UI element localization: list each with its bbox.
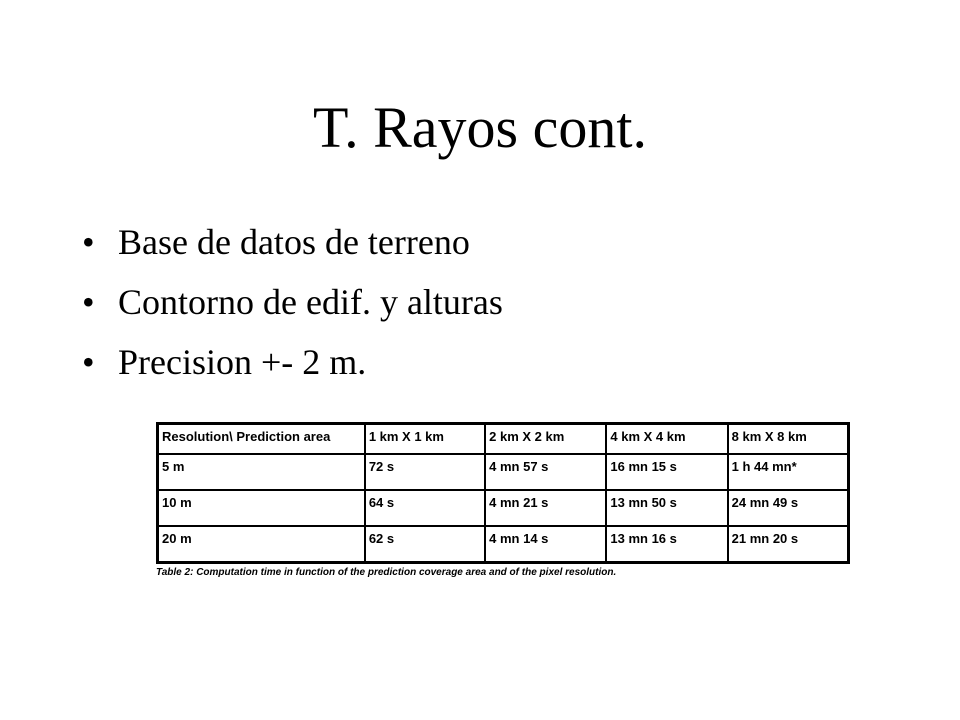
- slide-title: T. Rayos cont.: [313, 95, 647, 160]
- table-row: [158, 490, 849, 526]
- table-cell: 4 mn 14 s: [485, 526, 606, 563]
- bullet-item: [82, 272, 503, 332]
- table-header-cell: 1 km X 1 km: [365, 424, 485, 455]
- bullet-item: [82, 212, 503, 272]
- table-cell: 4 mn 21 s: [485, 490, 606, 526]
- table-caption: Table 2: Computation time in function of the prediction coverage area and of the pixel resolution.: [156, 567, 617, 578]
- table-header-cell: 8 km X 8 km: [728, 424, 849, 455]
- table-cell: 5 m: [158, 454, 365, 490]
- table-cell: 10 m: [158, 490, 365, 526]
- bullet-icon: •: [82, 282, 95, 322]
- table-row: [158, 454, 849, 490]
- bullet-item: [82, 332, 503, 392]
- table-cell: 13 mn 16 s: [606, 526, 727, 563]
- table-cell: 16 mn 15 s: [606, 454, 727, 490]
- table-figure: [156, 422, 852, 578]
- bullet-icon: •: [82, 342, 95, 382]
- table-header-cell: 2 km X 2 km: [485, 424, 606, 455]
- table-cell: 72 s: [365, 454, 485, 490]
- computation-time-table: [156, 422, 850, 564]
- bullet-text: Base de datos de terreno: [118, 222, 470, 262]
- bullet-text: Precision +- 2 m.: [118, 342, 367, 382]
- table-cell: 64 s: [365, 490, 485, 526]
- table-row: [158, 526, 849, 563]
- table-cell: 4 mn 57 s: [485, 454, 606, 490]
- table-cell: 62 s: [365, 526, 485, 563]
- table-header-cell: Resolution\ Prediction area: [158, 424, 365, 455]
- table-header-row: [158, 424, 849, 455]
- bullet-icon: •: [82, 222, 95, 262]
- table-cell: 21 mn 20 s: [728, 526, 849, 563]
- table-cell: 24 mn 49 s: [728, 490, 849, 526]
- bullet-text: Contorno de edif. y alturas: [118, 282, 503, 322]
- table-cell: 20 m: [158, 526, 365, 563]
- bullet-list: [82, 212, 503, 392]
- table-cell: 1 h 44 mn*: [728, 454, 849, 490]
- table-header-cell: 4 km X 4 km: [606, 424, 727, 455]
- table-cell: 13 mn 50 s: [606, 490, 727, 526]
